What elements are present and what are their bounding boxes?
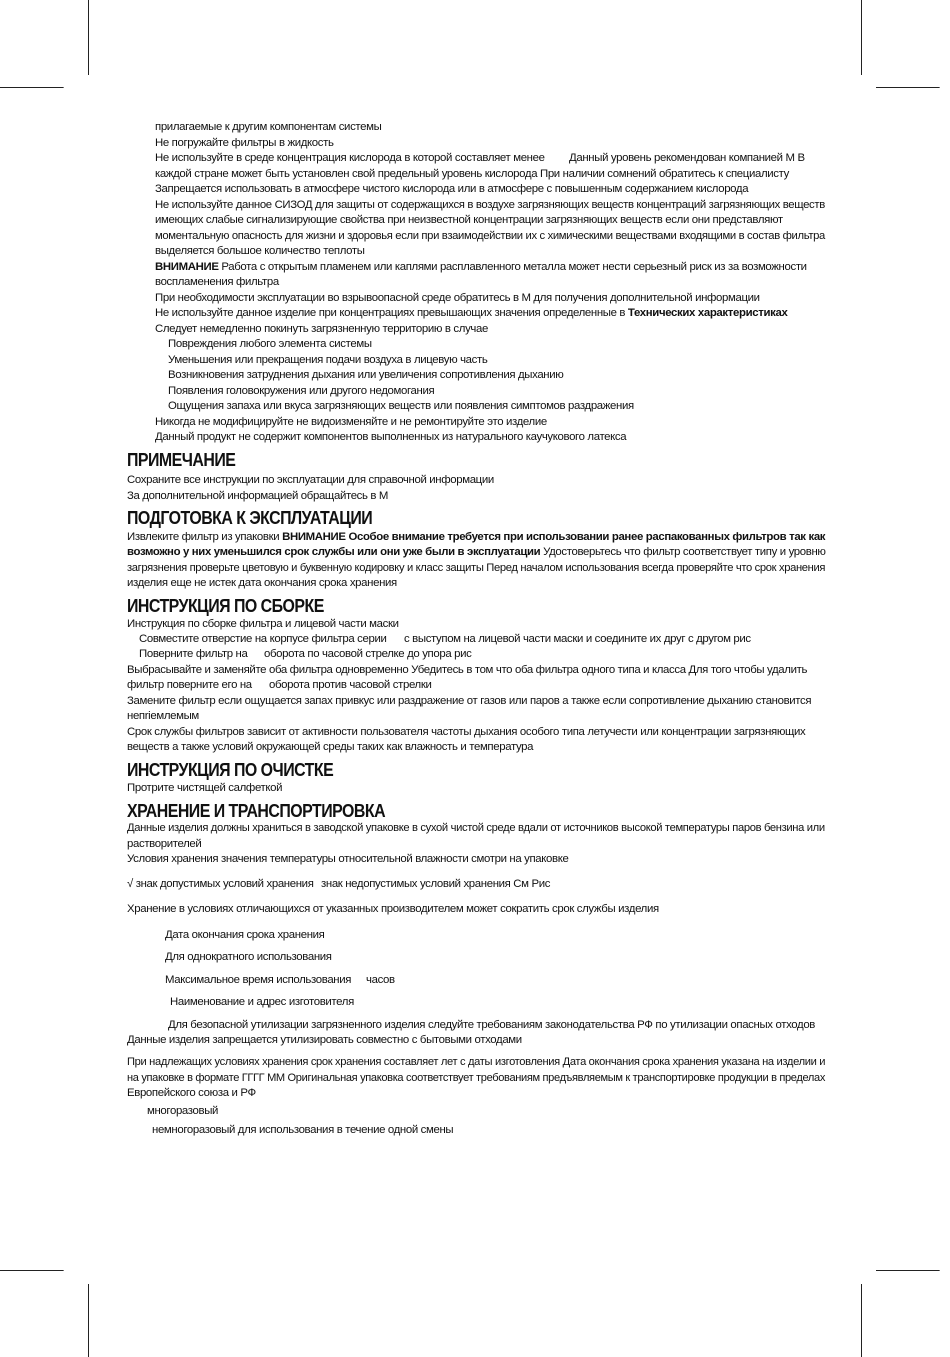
storage-line: на упаковке в формате ГГГГ ММ Оригинальная упаковка соответствует требованиям предъявляемым к транспортировке продукции в пределах (127, 1072, 826, 1084)
prep-line: изделия еще не истек дата окончания срока хранения (127, 577, 397, 589)
warning-line: выделяется большое количество теплоты (155, 245, 365, 257)
storage-line: √ знак допустимых условий хранения (127, 878, 314, 890)
section-heading-prep: ПОДГОТОВКА К ЭКСПЛУАТАЦИИ (127, 507, 373, 528)
crop-mark (88, 0, 89, 75)
warning-text: Работа с открытым пламенем или каплями расплавленного металла может нести серьезный риск из за возможности (218, 261, 807, 273)
note-line: Сохраните все инструкции по эксплуатации для справочной информации (127, 474, 494, 486)
assembly-step: Поверните фильтр на (139, 648, 248, 660)
symbol-legend: Для безопасной утилизации загрязненного изделия следуйте требованиям законодательства РФ по утилизации опасных отходов (168, 1019, 816, 1031)
sub-item: Возникновения затруднения дыхания или увеличения сопротивления дыханию (168, 369, 564, 381)
assembly-line: Выбрасывайте и заменяйте оба фильтра одновременно Убедитесь в том что оба фильтра одного типа и класса Для того чтобы удалить (127, 664, 808, 676)
warning-line: При необходимости эксплуатации во взрывоопасной среде обратитесь в М для получения дополнительной информации (155, 292, 760, 304)
storage-line: Данные изделия запрещается утилизировать совместно с бытовыми отходами (127, 1034, 522, 1046)
crop-mark (861, 0, 862, 75)
prep-warning: ВНИМАНИЕ Особое внимание требуется при использовании ранее распакованных фильтров так как (282, 531, 826, 543)
warning-label: ВНИМАНИЕ (155, 261, 219, 273)
warning-line: Не погружайте фильтры в жидкость (155, 137, 334, 149)
sub-item: Уменьшения или прекращения подачи воздуха в лицевую часть (168, 354, 488, 366)
warning-line: моментальную опасность для жизни и здоровья если при взаимодействии их с химическими веществами входящими в состав фильтра (155, 230, 825, 242)
warning-line: имеющих слабые сигнализирующие свойства при неизвестной концентрации загрязняющих веществ если они представляют (155, 214, 783, 226)
prep-line (127, 530, 825, 544)
sub-item: Повреждения любого элемента системы (168, 338, 372, 350)
section-heading-assembly: ИНСТРУКЦИЯ ПО СБОРКЕ (127, 595, 324, 616)
crop-mark (876, 1270, 940, 1271)
assembly-line: Срок службы фильтров зависит от активности пользователя частоты дыхания особого типа летучести или концентрации загрязняющих (127, 726, 806, 738)
warning-text: Не используйте данное изделие при концентрациях превышающих значения определенные в (155, 307, 628, 319)
assembly-line: Инструкция по сборке фильтра и лицевой части маски (127, 618, 399, 630)
assembly-line: веществ а также условий окружающей среды таких как влажность и температура (127, 741, 534, 753)
warning-line: прилагаемые к другим компонентам системы (155, 121, 382, 133)
warning-line: каждой стране может быть установлен свой предельный уровень кислорода При наличии сомнений обратитесь к специалисту (155, 168, 789, 180)
sub-item: Появления головокружения или другого недомогания (168, 385, 435, 397)
sub-item: Ощущения запаха или вкуса загрязняющих веществ или появления симптомов раздражения (168, 400, 634, 412)
warning-line: Запрещается использовать в атмосфере чистого кислорода или в атмосфере с повышенным содержанием кислорода (155, 183, 749, 195)
warning-line: Данный продукт не содержит компонентов выполненных из натурального каучукового латекса (155, 431, 627, 443)
section-heading-note: ПРИМЕЧАНИЕ (127, 449, 236, 470)
crop-mark (861, 1284, 862, 1357)
assembly-line: оборота против часовой стрелки (269, 679, 432, 691)
prep-line (127, 545, 826, 559)
reuse-symbol-label: немногоразовый для использования в течение одной смены (152, 1124, 454, 1136)
assembly-line: фильтр поверните его на (127, 679, 252, 691)
assembly-line: Замените фильтр если ощущается запах привкус или раздражение от газов или паров а также если сопротивление дыханию становится (127, 695, 812, 707)
assembly-step: оборота по часовой стрелке до упора рис (264, 648, 472, 660)
storage-line: Данные изделия должны храниться в заводской упаковке в сухой чистой среде вдали от источников высокой температуры паров бензина или (127, 822, 825, 834)
storage-line: При надлежащих условиях хранения срок хранения составляет лет с даты изготовления Дата окончания срока хранения указана на изделии и (127, 1056, 826, 1068)
symbol-legend: Наименование и адрес изготовителя (170, 996, 354, 1008)
warning-emphasis: Технических характеристиках (627, 307, 788, 319)
section-heading-cleaning: ИНСТРУКЦИЯ ПО ОЧИСТКЕ (127, 759, 334, 780)
storage-line: Европейского союза и РФ (127, 1087, 256, 1099)
warning-line: воспламенения фильтра (155, 276, 279, 288)
warning-line (155, 306, 787, 320)
symbol-legend: часов (366, 974, 395, 986)
prep-text: Удостоверьтесь что фильтр соответствует типу и уровню (540, 546, 826, 558)
cleaning-line: Протрите чистящей салфеткой (127, 782, 283, 794)
storage-line: Условия хранения значения температуры относительной влажности смотри на упаковке (127, 853, 569, 865)
prep-text: Извлеките фильтр из упаковки (127, 531, 283, 543)
storage-line: знак недопустимых условий хранения См Рис (321, 878, 551, 890)
symbol-legend: Для однократного использования (165, 951, 332, 963)
prep-warning: возможно у них уменьшился срок службы или они уже были в эксплуатации (127, 546, 541, 558)
prep-line: загрязнения проверьте цветовую и буквенную кодировку и класс защиты Перед началом использования всегда проверяйте что срок хранения (127, 562, 826, 574)
assembly-step: Совместите отверстие на корпусе фильтра серии (139, 633, 387, 645)
assembly-line: непriемлемым (127, 710, 199, 722)
warning-line: Следует немедленно покинуть загрязненную территорию в случае (155, 323, 488, 335)
section-heading-storage: ХРАНЕНИЕ И ТРАНСПОРТИРОВКА (127, 800, 386, 821)
reuse-symbol-label: многоразовый (147, 1105, 219, 1117)
crop-mark (0, 1270, 64, 1271)
warning-line: Не используйте данное СИЗОД для защиты от содержащихся в воздухе загрязняющих веществ концентраций загрязняющих веществ (155, 199, 825, 211)
crop-mark (88, 1284, 89, 1357)
assembly-step: с выступом на лицевой части маски и соедините их друг с другом рис (404, 633, 751, 645)
storage-line: Хранение в условиях отличающихся от указанных производителем может сократить срок службы изделия (127, 903, 659, 915)
storage-line: растворителей (127, 838, 202, 850)
crop-mark (0, 87, 64, 88)
crop-mark (876, 87, 940, 88)
symbol-legend: Максимальное время использования (165, 974, 352, 986)
warning-line (155, 260, 807, 274)
warning-line: Данный уровень рекомендован компанией М В (569, 152, 805, 164)
warning-line: Не используйте в среде концентрация кислорода в которой составляет менее (155, 152, 545, 164)
note-line: За дополнительной информацией обращайтесь в М (127, 490, 389, 502)
symbol-legend: Дата окончания срока хранения (165, 929, 325, 941)
warning-line: Никогда не модифицируйте не видоизменяйте и не ремонтируйте это изделие (155, 416, 547, 428)
